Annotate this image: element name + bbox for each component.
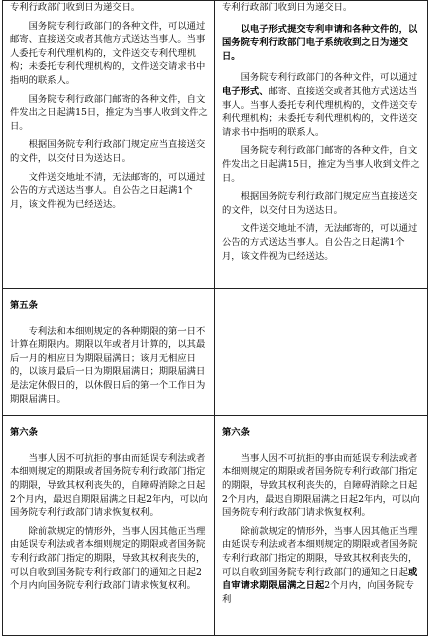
table-row	[3, 1, 428, 289]
article-title: 第五条	[10, 300, 38, 311]
text-span: 除前款规定的情形外，当事人因其他正当理由延误专利法或者本细则规定的期限或者国务院专利行政部门指定的期限，导致其权利丧失的，可以自收到国务院专利行政部门的通知之日起	[222, 525, 418, 578]
paragraph: 国务院专利行政部门的各种文件，可以通过邮寄、直接送交或者其他方式送达当事人。当事人委托专利代理机构的，文件送交专利代理机构；未委托专利代理机构的，文件送交请求书中指明的联系人。	[10, 20, 206, 86]
paragraph: 专利行政部门收到日为递交日。	[10, 2, 141, 13]
paragraph: 当事人因不可抗拒的事由而延误专利法或者本细则规定的期限或者国务院专利行政部门指定的期限，导致其权利丧失的，自障碍消除之日起2个月内，最迟自期限届满之日起2年内，可以向国务院专利行政部门请求恢复权利。	[222, 452, 420, 519]
text-span: 2个月内，向国务院专利	[222, 580, 414, 605]
text-span-bold: 或自审请求期限届满之日起	[222, 566, 418, 592]
text-span: 邮寄、直接送交或者其他方式送达当事人。当事人委托专利代理机构的，文件送交专利代理机构；未委托专利代理机构的，文件送交请求书中指明的联系人。	[222, 85, 418, 138]
paragraph: 专利行政部门收到日为递交日。	[222, 2, 353, 13]
comparison-table	[2, 0, 428, 636]
right-cell-article4	[215, 1, 428, 289]
left-cell-article4	[3, 1, 215, 289]
table-row	[3, 289, 428, 416]
text-span: 国务院专利行政部门的各种文件，可以通过	[240, 72, 418, 84]
paragraph: 专利法和本细则规定的各种期限的第一日不计算在期限内。期限以年或者月计算的，以其最后一月的相应日为期限届满日；该月无相应日的，以该月最后一日为期限届满日；期限届满日是法定休假日的，以休假日后的第一个工作日为期限届满日。	[10, 325, 206, 405]
paragraph-added-bold: 以电子形式提交专利申请和各种文件的，以国务院专利行政部门电子系统收到之日为递交日。	[222, 23, 418, 62]
left-cell-article6	[3, 416, 215, 636]
article-title: 第六条	[10, 427, 38, 439]
paragraph: 除前款规定的情形外，当事人因其他正当理由延误专利法或者本细则规定的期限或者国务院专利行政部门指定的期限，导致其权利丧失的，可以自收到国务院专利行政部门的通知之日起2个月内向国务院专利行政部门请求恢复权利。	[10, 525, 206, 592]
paragraph: 根据国务院专利行政部门规定应当直接送交的文件，以交付日为送达日。	[10, 139, 206, 164]
paragraph	[222, 71, 422, 139]
right-cell-article6	[215, 416, 428, 636]
paragraph: 文件送交地址不清，无法邮寄的，可以通过公告的方式送达当事人。自公告之日起满1个月，该文件视为已经送达。	[10, 171, 206, 210]
paragraph: 国务院专利行政部门邮寄的各种文件，自文件发出之日起满15日，推定为当事人收到文件之日。	[222, 145, 420, 184]
text-span-bold: 电子形式、	[222, 85, 269, 97]
paragraph: 文件送交地址不清，无法邮寄的，可以通过公告的方式送达当事人。自公告之日起满1个月，该文件视为已经送达。	[222, 223, 418, 262]
paragraph: 根据国务院专利行政部门规定应当直接送交的文件，以交付日为送达日。	[222, 191, 418, 216]
paragraph	[222, 525, 422, 607]
table-row	[3, 416, 428, 636]
right-cell-article5-empty	[215, 289, 428, 416]
paragraph: 当事人因不可抗拒的事由而延误专利法或者本细则规定的期限或者国务院专利行政部门指定的期限，导致其权利丧失的，自障碍消除之日起2个月内，最迟自期限届满之日起2年内，可以向国务院专利行政部门请求恢复权利。	[10, 452, 208, 519]
paragraph: 国务院专利行政部门邮寄的各种文件，自文件发出之日起满15日，推定为当事人收到文件之日。	[10, 93, 208, 132]
article-title: 第六条	[222, 427, 250, 439]
left-cell-article5	[3, 289, 215, 416]
